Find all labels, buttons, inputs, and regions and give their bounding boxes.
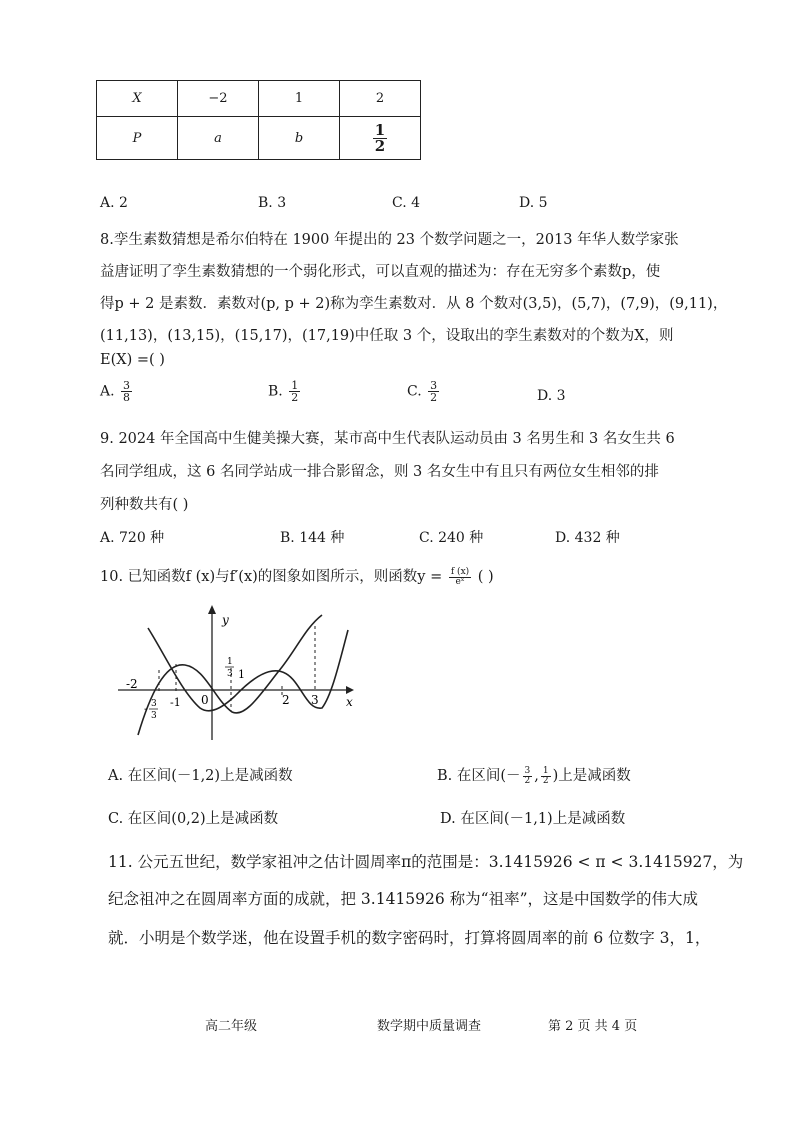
table-cell: −2: [178, 81, 259, 117]
tick-label: -1: [170, 696, 181, 709]
table-cell: X: [97, 81, 178, 117]
table-cell: 1: [259, 81, 340, 117]
tick-label: 3: [151, 699, 157, 709]
q8-option-b: B. $\frac{1}{2}$: [268, 379, 299, 404]
table-cell: b: [259, 117, 340, 160]
q9-line: 名同学组成，这 6 名同学站成一排合影留念，则 3 名女生中有且只有两位女生相邻的排: [100, 464, 659, 480]
q8-line: E(X) =( ): [100, 352, 165, 368]
y-axis-arrow: [208, 605, 216, 614]
footer-grade: 高二年级: [205, 1019, 258, 1034]
q10-option-b: B. 在区间(－ $\frac{3}{2}$ , $\frac{1}{2}$ )上是减函数: [437, 765, 631, 786]
q8-line: (11,13)，(13,15)，(15,17)，(17,19)中任取 3 个，设取出的孪生素数对的个数为X，则: [100, 328, 674, 344]
distribution-table: [96, 80, 421, 160]
footer-page: 第 2 页 共 4 页: [548, 1019, 638, 1034]
tick-label: -2: [126, 677, 138, 691]
q7-option-a: A. 2: [100, 195, 128, 211]
tick-label: 3: [311, 693, 319, 707]
q10-option-a: A. 在区间(－1,2)上是减函数: [108, 768, 293, 784]
x-label: x: [346, 695, 353, 709]
q11-line: 11. 公元五世纪，数学家祖冲之估计圆周率π的范围是：3.1415926 < π < 3.1415927，为: [108, 853, 744, 871]
q8-option-a: A. $\frac{3}{8}$: [100, 379, 131, 404]
q8-line: 8.孪生素数猜想是希尔伯特在 1900 年提出的 23 个数学问题之一，2013 年华人数学家张: [100, 232, 679, 248]
tick-label: -: [144, 704, 148, 715]
q8-option-d: D. 3: [537, 388, 566, 404]
tick-label: 1: [238, 668, 245, 681]
tick-label: 2: [282, 693, 290, 707]
q9-line: 9. 2024 年全国高中生健美操大赛，某市高中生代表队运动员由 3 名男生和 3 名女生共 6: [100, 431, 675, 447]
q10-option-c: C. 在区间(0,2)上是减函数: [108, 811, 279, 827]
q11-line: 就．小明是个数学迷，他在设置手机的数字密码时，打算将圆周率的前 6 位数字 3，1，: [108, 929, 711, 947]
tick-label: 1: [227, 657, 233, 667]
fraction: $\frac{1}{2}$: [374, 120, 386, 155]
q8-option-c: C. $\frac{3}{2}$: [407, 379, 438, 404]
tick-label: 3: [151, 711, 157, 721]
q10-stem: 10. 已知函数f (x)与f′(x)的图象如图所示，则函数y = $\frac{f (x)}{\text{eˣ}}$ ( ): [100, 566, 494, 587]
q9-option-d: D. 432 种: [555, 530, 620, 546]
x-axis-arrow: [346, 686, 354, 694]
footer-subject: 数学期中质量调查: [377, 1019, 482, 1034]
q7-option-c: C. 4: [392, 195, 421, 211]
q9-line: 列种数共有( ): [100, 497, 189, 513]
y-label: y: [222, 613, 229, 627]
q11-line: 纪念祖冲之在圆周率方面的成就，把 3.1415926 称为“祖率”，这是中国数学的伟大成: [108, 890, 699, 908]
q8-line: 得p + 2 是素数．素数对(p, p + 2)称为孪生素数对．从 8 个数对(3,5)，(5,7)，(7,9)，(9,11)，: [100, 296, 728, 312]
table-cell: P: [97, 117, 178, 160]
q7-option-d: D. 5: [519, 195, 548, 211]
q9-option-c: C. 240 种: [419, 530, 484, 546]
origin-label: 0: [201, 693, 209, 707]
q9-option-b: B. 144 种: [280, 530, 345, 546]
tick-label: 3: [227, 669, 233, 679]
q8-line: 益唐证明了孪生素数猜想的一个弱化形式，可以直观的描述为：存在无穷多个素数p，使: [100, 264, 661, 280]
q9-option-a: A. 720 种: [100, 530, 165, 546]
table-cell: a: [178, 117, 259, 160]
table-cell: [340, 117, 421, 160]
q10-option-d: D. 在区间(－1,1)上是减函数: [440, 811, 626, 827]
q7-option-b: B. 3: [258, 195, 287, 211]
function-graph: [110, 600, 360, 750]
table-cell: 2: [340, 81, 421, 117]
